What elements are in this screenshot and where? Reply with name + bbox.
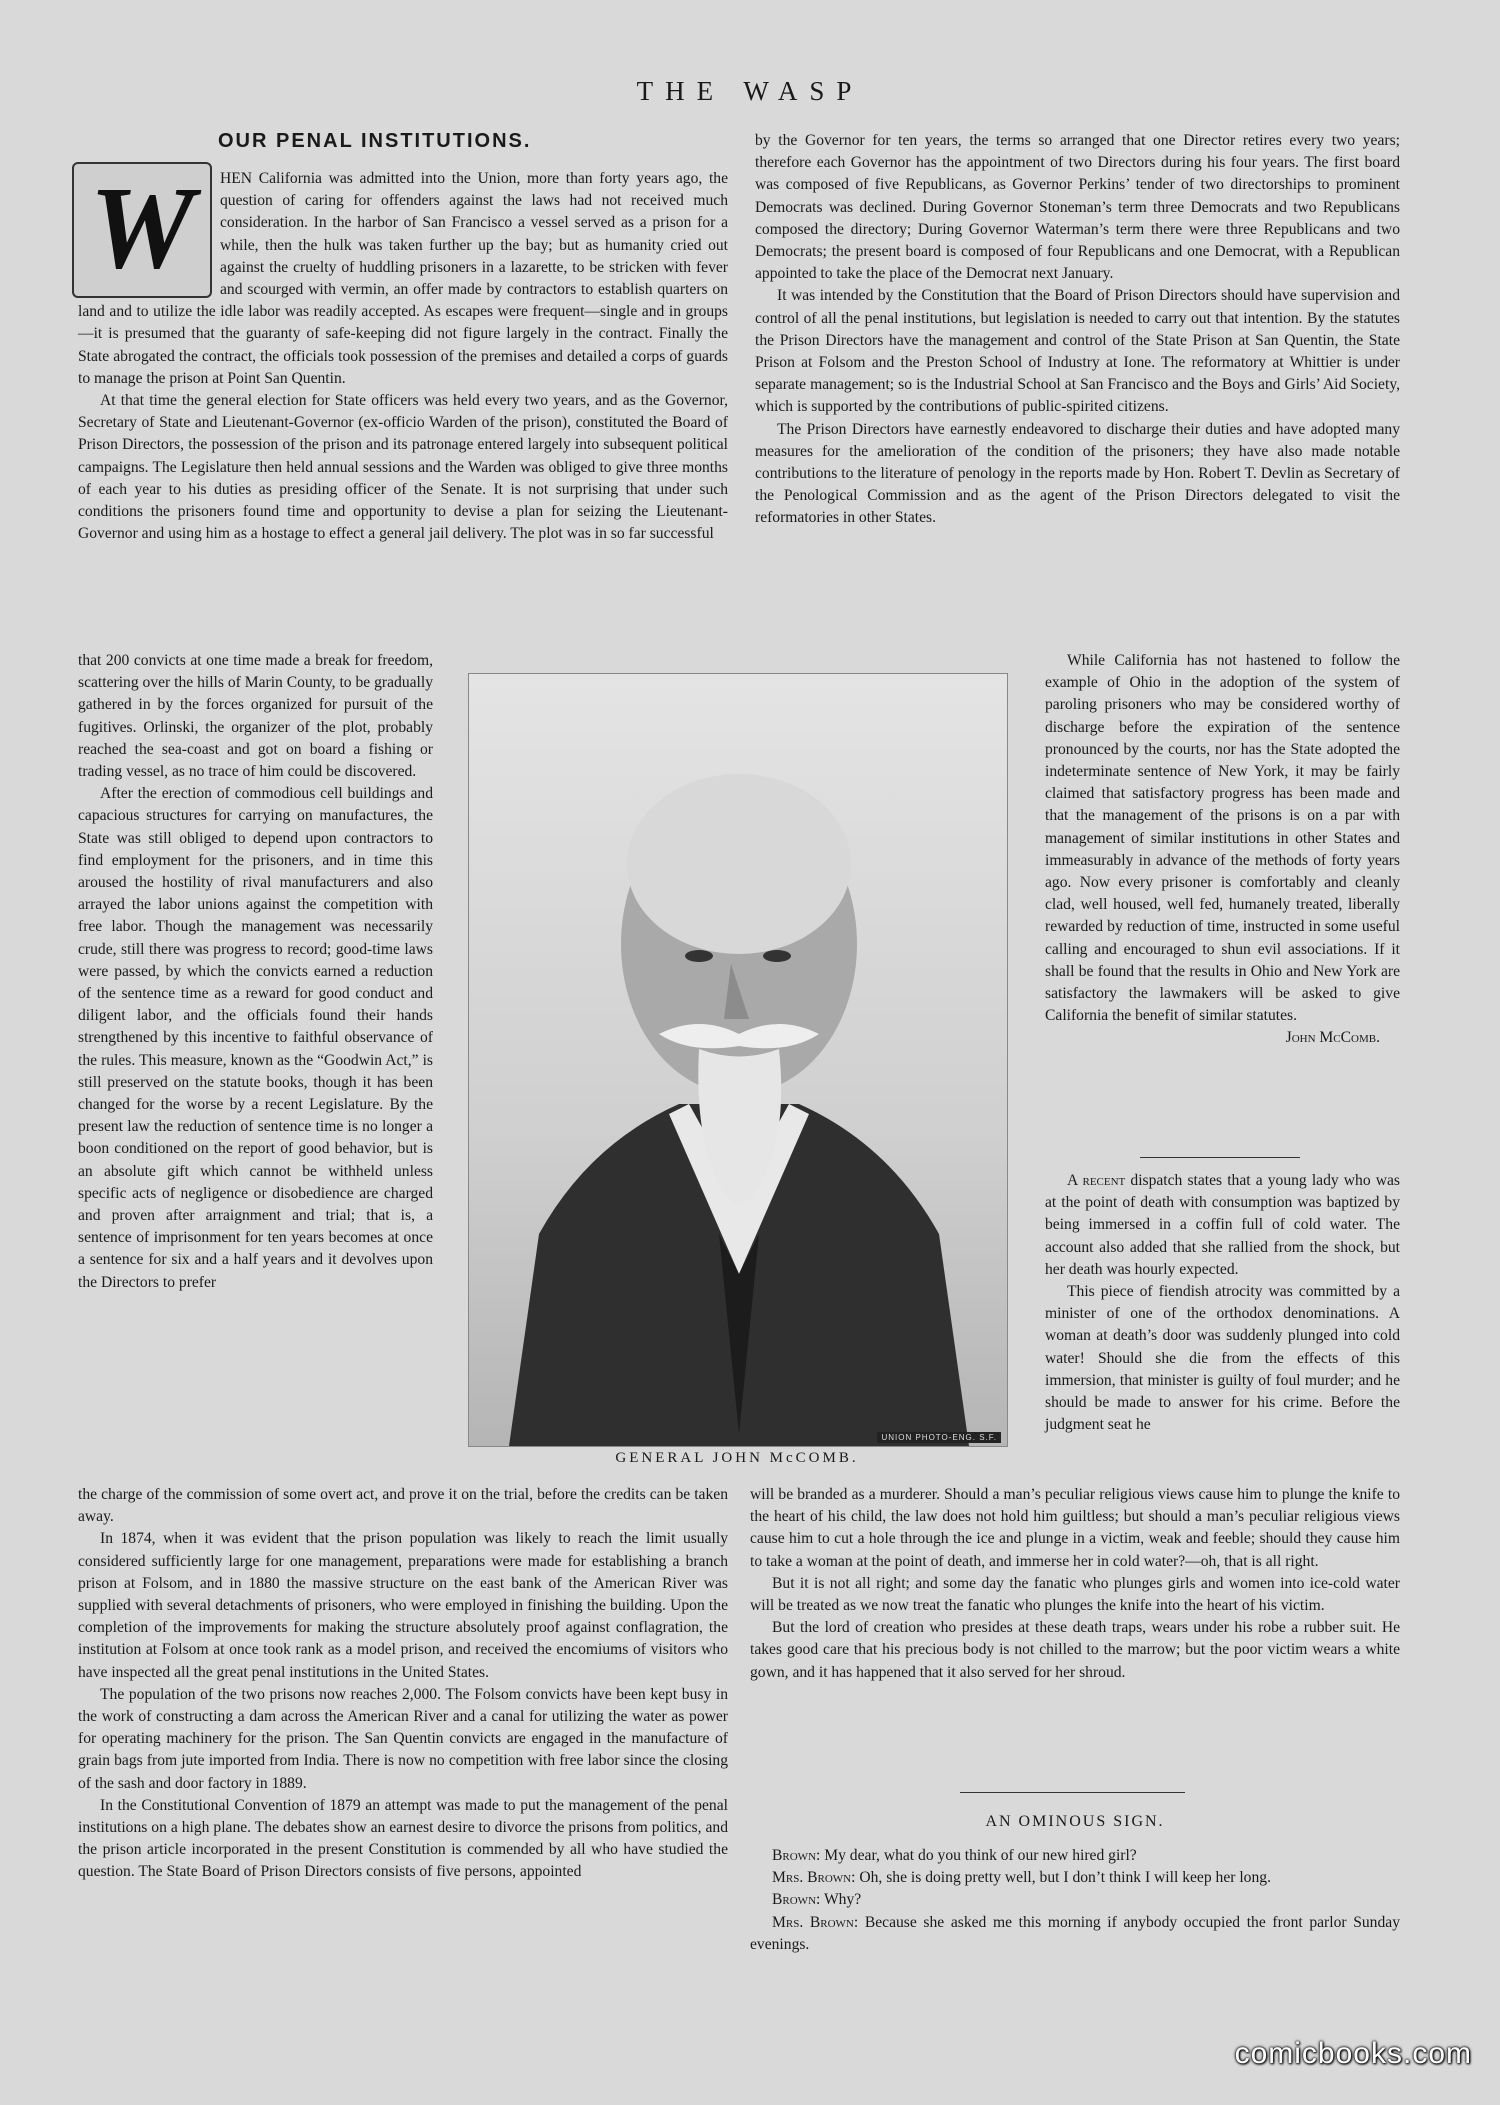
ominous-sign-title: AN OMINOUS SIGN. — [985, 1813, 1165, 1830]
baptism-lead: A recent — [1067, 1172, 1126, 1189]
article-paragraph-3-continued: the charge of the commission of some overt act, and prove it on the trial, before the credits can be taken away. — [78, 1486, 728, 1526]
article-paragraph-2-continued: that 200 convicts at one time made a break for freedom, scattering over the hills of Marin County, to be gradually gathered in by the forces organized for pursuit of the fugitives. Orlinski, the organizer of the plot, probably reached the sea-coast and got on board a fishing or trading vessel, as no trace of him could be discovered. — [78, 652, 433, 781]
dialogue-line — [750, 1867, 1400, 1889]
baptism-paragraph-2-continued: will be branded as a murderer. Should a man’s peculiar religious views cause him to plunge the knife to the heart of his child, the law does not hold him guiltless; but should a man’s peculiar religious views cause him to cut a hole through the ice and plunge in a victim, weak and feeble; should they cause him to take a woman at the point of death, and immerse her in cold water?—oh, that is all right. — [750, 1486, 1400, 1570]
dialogue-speaker: Brown: — [772, 1891, 821, 1909]
left-column-top — [78, 162, 728, 545]
article-right-paragraph-3: The Prison Directors have earnestly endeavored to discharge their duties and have adopted many measures for the amelioration of the condition of the prisoners; they have also made notable contributions to the literature of penology in the reports made by Hon. Robert T. Devlin as Secretary of the Penological Commission and as the agent of the Prison Directors delegated to visit the reformatories in other States. — [755, 420, 1400, 527]
site-watermark: comicbooks.com — [1234, 2037, 1472, 2070]
article-right-paragraph-2: It was intended by the Constitution that the Board of Prison Directors should have supervision and control of all the penal institutions, but legislation is needed to carry out that intention. By the statutes the Prison Directors have the management and control of the State Prison at San Quentin, the State Prison at Folsom and the Preston School of Industry at Ione. The reformatory at Whittier is under separate management; so is the Industrial School at San Francisco and the Boys and Girls’ Aid Society, which is supported by the contributions of public-spirited citizens. — [755, 287, 1400, 416]
article-right-paragraph-4: While California has not hastened to follow the example of Ohio in the adoption of the system of paroling prisoners who may be considered worthy of discharge before the expiration of the sentence pronounced by the courts, nor has the State adopted the indeterminate sentence of New York, it may be fairly claimed that satisfactory progress has been made and that the management of the prisons is on a par with management of similar institutions in other States and immeasurably in advance of the methods of forty years ago. Now every prisoner is comfortably and cleanly clad, well housed, well fed, humanely treated, liberally rewarded by reduction of time, instructed in some useful calling and encouraged to shun evil associations. If it shall be found that the results in Ohio and New York are satisfactory the lawmakers will be asked to give California the benefit of similar statutes. — [1045, 652, 1400, 1025]
dialogue-line — [750, 1912, 1400, 1956]
article-paragraph-6: In the Constitutional Convention of 1879 an attempt was made to put the management of the penal institutions on a high plane. The debates show an earnest desire to divorce the prisons from politics, and the prison article incorporated in the present Constitution is commended by all who have studied the question. The State Board of Prison Directors consists of five persons, appointed — [78, 1796, 728, 1881]
right-column-top — [755, 130, 1400, 530]
baptism-paragraph-4: But the lord of creation who presides at these death traps, wears under his robe a rubber suit. He takes good care that his precious body is not chilled to the marrow; but the poor victim wears a white gown, and it has happened that it also served for her shroud. — [750, 1619, 1400, 1681]
portrait-illustration — [469, 674, 1007, 1446]
section-divider-2 — [960, 1792, 1185, 1793]
article-title: OUR PENAL INSTITUTIONS. — [218, 130, 532, 152]
article-paragraph-2: At that time the general election for State officers was held every two years, and as the Governor, Secretary of State and Lieutenant-Governor (ex-officio Warden of the prison), constituted the Board of Prison Directors, the possession of the prison and its patronage entered largely into subsequent political campaigns. The Legislature then held annual sessions and the Warden was obliged to give three months of each year to his duties as presiding officer of the Senate. It is not surprising that under such conditions the prisoners found time and opportunity to devise a plan for seizing the Lieutenant-Governor and using him as a hostage to effect a general jail delivery. The plot was in so far successful — [78, 392, 728, 543]
article-right-paragraph-1: by the Governor for ten years, the terms so arranged that one Director retires every two years; therefore each Governor has the appointment of two Directors during his four years. The first board was composed of five Republicans, as Governor Perkins’ tender of two directorships to prominent Democrats was declined. During Governor Stoneman’s term three Democrats and two Republicans composed the directory; During Governor Waterman’s term there were three Republicans and two Democrats; the present board is composed of four Republicans and one Democrat, with a Republican appointed to take the place of the Democrat next January. — [755, 132, 1400, 283]
dialogue-text: Oh, she is doing pretty well, but I don’t think I will keep her long. — [859, 1869, 1271, 1887]
left-narrow-column — [78, 650, 433, 1294]
ominous-sign-dialogue — [750, 1845, 1400, 1956]
portrait-photo — [468, 673, 1008, 1447]
baptism-paragraph-1: dispatch states that a young lady who was at the point of death with consumption was baptized by being immersed in a coffin full of cold water. The account also added that she rallied from the shock, but her death was hourly expected. — [1045, 1172, 1400, 1278]
dialogue-line — [750, 1889, 1400, 1911]
masthead: THE WASP — [636, 76, 864, 106]
article-paragraph-3: After the erection of commodious cell buildings and capacious structures for carrying on manufactures, the State was still obliged to depend upon contractors to find employment for the prisoners, and in time this aroused the hostility of rival manufacturers and also arrayed the labor unions against the competition with free labor. Though the management was necessarily crude, still there was progress to record; good-time laws were passed, by which the convicts earned a reduction of the sentence time as a reward for good conduct and diligent labor, and the officials found their hands strengthened by this incentive to faithful observance of the rules. This measure, known as the “Goodwin Act,” is still preserved on the statute books, though it has been changed for the worse by a recent Legislature. By the present law the reduction of sentence time is no longer a boon conditioned on the report of good behavior, but is an absolute gift which cannot be withheld unless specific acts of negligence or disobedience are charged and proven after arraignment and trial; that is, a sentence of imprisonment for ten years becomes at once a sentence for six and a half years and it devolves upon the Directors to prefer — [78, 785, 433, 1291]
article-intro: HEN California was admitted into the Union, more than forty years ago, the question of caring for offenders against the laws had not received much consideration. In the harbor of San Francisco a vessel served as a prison for a while, then the hulk was taken further up the bay; but as humanity cried out against the cruelty of huddling prisoners in a lazarette, to be stricken with fever and scourged with vermin, an offer made by contractors to establish quarters on land and to utilize the idle labor was readily accepted. As escapes were frequent—single and in groups—it is presumed that the guaranty of safe-keeping did not figure largely in the contract. Finally the State abrogated the contract, the officials took possession of the premises and detailed a corps of guards to manage the prison at Point San Quentin. — [78, 170, 728, 387]
right-narrow-column — [1045, 650, 1400, 1050]
dialogue-text: My dear, what do you think of our new hired girl? — [824, 1847, 1137, 1864]
author-signature: John McComb. — [1285, 1029, 1380, 1047]
article-paragraph-5: The population of the two prisons now reaches 2,000. The Folsom convicts have been kept busy in the work of constructing a dam across the American River and a canal for utilizing the water as power for operating machinery for the prison. The San Quentin convicts are engaged in the manufacture of grain bags from jute imported from India. There is now no competition with free labor since the closing of the sash and door factory in 1889. — [78, 1685, 728, 1792]
section-divider — [1140, 1157, 1300, 1158]
dialogue-speaker: Mrs. Brown: — [772, 1869, 856, 1887]
dialogue-line — [750, 1845, 1400, 1867]
dialogue-speaker: Mrs. Brown: — [772, 1913, 859, 1931]
dialogue-speaker: Brown: — [772, 1847, 821, 1864]
drop-initial-ornament: W — [72, 162, 212, 298]
baptism-paragraph-2: This piece of fiendish atrocity was committed by a minister of one of the orthodox denominations. A woman at death’s door was suddenly plunged into cold water! Should she die from the effects of this immersion, that minister is guilty of foul murder; and he should be made to answer for his crime. Before the judgment seat he — [1045, 1283, 1400, 1434]
left-column-bottom — [78, 1484, 728, 1884]
baptism-column-top — [1045, 1170, 1400, 1436]
baptism-paragraph-3: But it is not all right; and some day the fanatic who plunges girls and women into ice-cold water will be treated as we now treat the fanatic who plunges the knife into the heart of his victim. — [750, 1574, 1400, 1615]
portrait-caption: GENERAL JOHN McCOMB. — [615, 1450, 859, 1466]
photo-credit: UNION PHOTO-ENG. S.F. — [877, 1432, 1001, 1443]
dialogue-text: Because she asked me this morning if anybody occupied the front parlor Sunday evenings. — [750, 1913, 1400, 1953]
dialogue-text: Why? — [823, 1891, 862, 1909]
article-paragraph-4: In 1874, when it was evident that the prison population was likely to reach the limit usually considered sufficiently large for one management, preparations were made for establishing a branch prison at Folsom, and in 1880 the massive structure on the east bank of the American River was supplied with several detachments of prisoners, who were employed in finishing the building. Upon the completion of the improvements for making the structure absolutely proof against conflagration, the institution at Folsom at once took rank as a model prison, and received the encomiums of visitors who have inspected all the great penal institutions in the United States. — [78, 1530, 728, 1681]
right-column-bottom — [750, 1484, 1400, 1684]
